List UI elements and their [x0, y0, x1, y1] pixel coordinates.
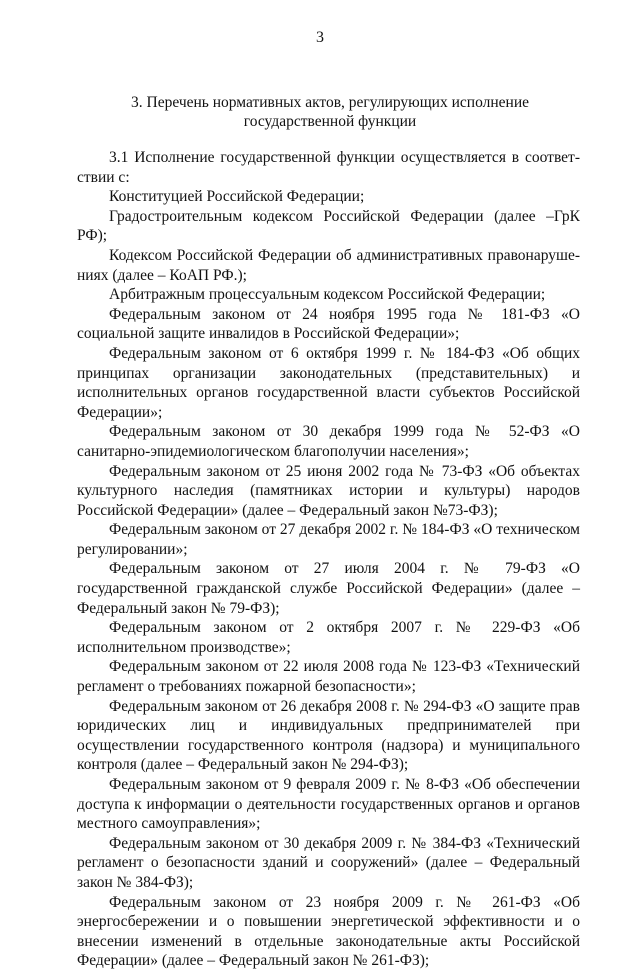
paragraph-urban-planning-code: Градостроительным кодексом Российской Федерации (далее –ГрК РФ); — [77, 207, 580, 245]
paragraph-law-123: Федеральным законом от 22 июля 2008 года № 123-ФЗ «Технический регламент о требованиях пожарной безопасности»; — [77, 658, 580, 696]
paragraph-law-181: Федеральным законом от 24 ноября 1995 года № 181-ФЗ «О социальной защите инвалидов в Российской Федерации»; — [77, 305, 580, 343]
document-body — [77, 148, 580, 971]
paragraph-law-229: Федеральным законом от 2 октября 2007 г. № 229-ФЗ «Об исполнительном производстве»; — [77, 619, 580, 656]
paragraph-law-8: Федеральным законом от 9 февраля 2009 г. № 8-ФЗ «Об обеспечении доступа к информации о деятельности государственных органов и органов местного самоуправления»; — [77, 776, 580, 833]
paragraph-arbitration-code: Арбитражным процессуальным кодексом Российской Федерации; — [109, 286, 546, 304]
paragraph-law-261: Федеральным законом от 23 ноября 2009 г. № 261-ФЗ «Об энергосбережении и о повышении энергетической эффективности и о внесении изменений в отдельные законодательные акты Российской Федерации» (далее – Федеральный закон № 261-ФЗ); — [77, 893, 580, 970]
page-number: 3 — [316, 29, 324, 46]
paragraph-law-294: Федеральным законом от 26 декабря 2008 г. № 294-ФЗ «О защите прав юридических лиц и индивидуальных предпринимателей при осуществлении государственного контроля (надзора) и муниципального контроля (далее – Федеральный закон № 294-ФЗ); — [77, 697, 580, 774]
section-title-line-1: 3. Перечень нормативных актов, регулирующих исполнение — [131, 94, 529, 111]
paragraph-law-184-1999: Федеральным законом от 6 октября 1999 г. № 184-ФЗ «Об общих принципах организации законодательных (представительных) и исполнительных органов государственной власти субъектов Российской Федерации»; — [77, 344, 580, 421]
paragraph-law-79: Федеральным законом от 27 июля 2004 г. № 79-ФЗ «О государственной гражданской службе Российской Федерации» (далее – Федеральный закон № 79-ФЗ); — [77, 560, 580, 617]
paragraph-intro: 3.1 Исполнение государственной функции осуществляется в соответствии с: — [77, 149, 580, 186]
section-title-line-2: государственной функции — [243, 113, 417, 130]
section-title — [80, 93, 580, 131]
paragraph-law-384: Федеральным законом от 30 декабря 2009 г. № 384-ФЗ «Технический регламент о безопасности зданий и сооружений» (далее – Федеральный закон № 384-ФЗ); — [77, 834, 580, 891]
paragraph-law-184-2002: Федеральным законом от 27 декабря 2002 г. № 184-ФЗ «О техническом регулировании»; — [77, 521, 580, 558]
paragraph-law-52: Федеральным законом от 30 декабря 1999 года № 52-ФЗ «О санитарно-эпидемиологическом благополучии населения»; — [77, 423, 580, 460]
paragraph-admin-offences-code: Кодексом Российской Федерации об административных правонарушениях (далее – КоАП РФ.); — [77, 246, 580, 284]
paragraph-law-73: Федеральным законом от 25 июня 2002 года № 73-ФЗ «Об объектах культурного наследия (памятниках истории и культуры) народов Российской Федерации» (далее – Федеральный закон №73-ФЗ); — [77, 462, 580, 519]
paragraph-constitution: Конституцией Российской Федерации; — [109, 188, 365, 206]
